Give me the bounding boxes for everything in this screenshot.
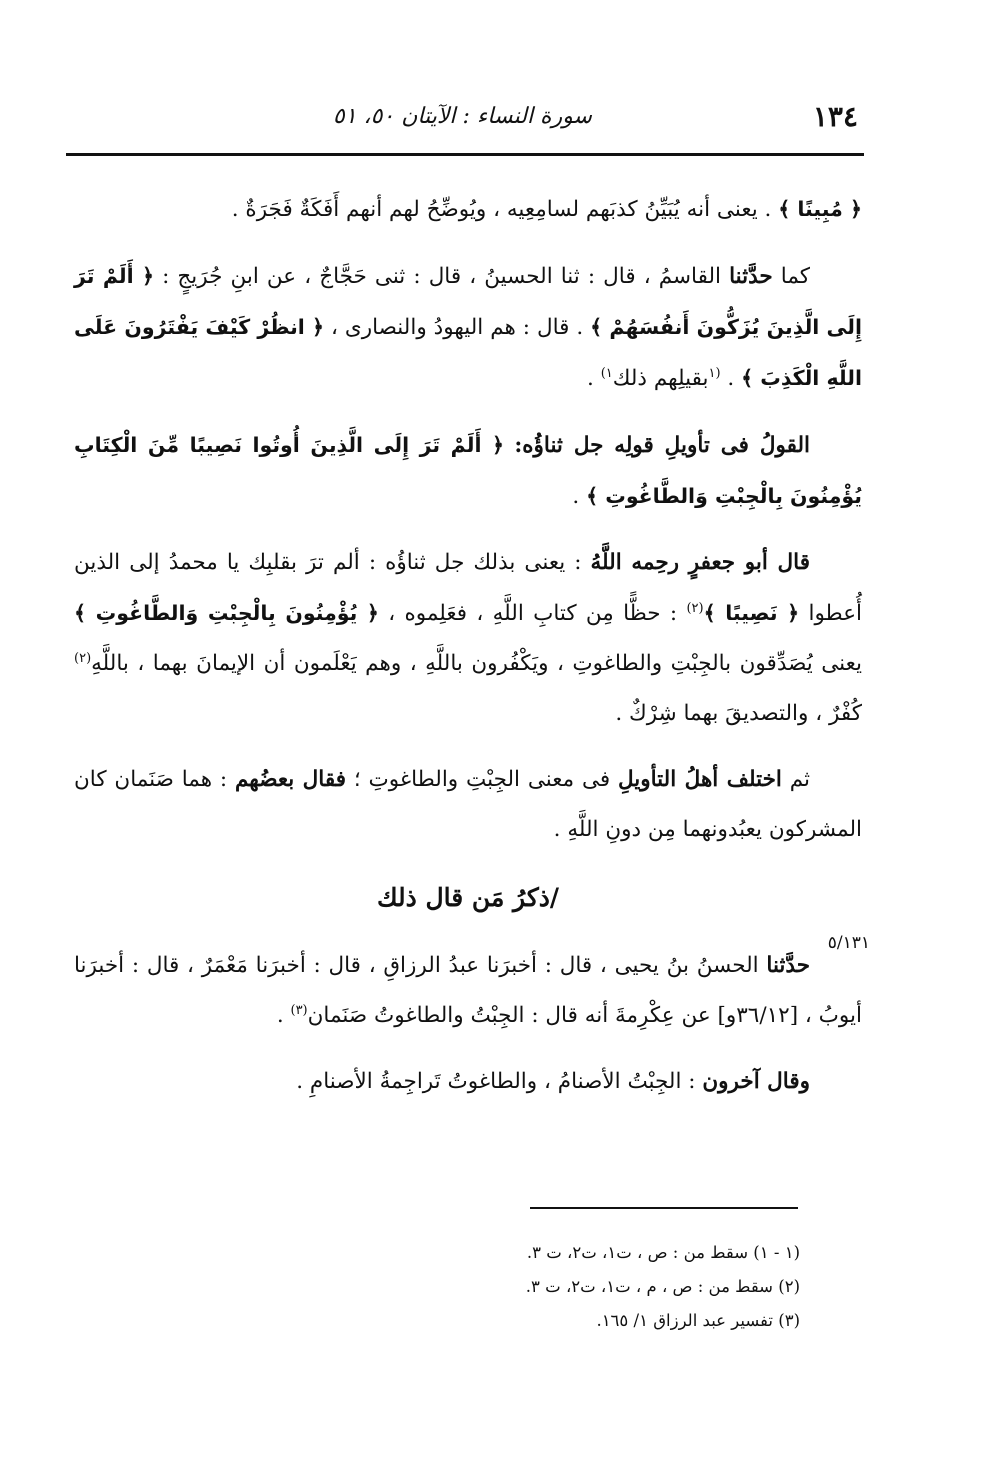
text-run: . (572, 484, 587, 509)
footnote-ref: (١ (708, 365, 721, 381)
text-run: كُفْرٌ ، والتصديقَ بهما شِرْكٌ . (615, 701, 862, 726)
text-run: . قال : هم اليهودُ والنصارى ، (324, 315, 591, 340)
footnote-ref: (٢) (686, 600, 704, 616)
text-run: . يعنى أنه يُبَيِّنُ كذبَهم لسامِعِيه ، ويُوضِّحُ لهم أنهم أَفَكَةٌ فَجَرَةٌ . (231, 197, 779, 222)
text-run: : يعنى بذلك جل ثناؤُه : ألم ترَ بقلبِك يا محمدُ إلى الذين أُعطوا (74, 550, 862, 626)
text-run: كما (772, 264, 810, 289)
footnote: (٣) تفسير عبد الرزاق ١/ ١٦٥. (596, 1311, 800, 1330)
text-run: ثم (781, 767, 810, 792)
text-run: فى معنى الجِبْتِ والطاغوتِ ؛ (346, 767, 618, 792)
bold-lead: حدَّثنا (766, 953, 810, 978)
text-run: الحسنُ بنُ يحيى ، قال : أخبرَنا عبدُ الرزاقِ ، قال : أخبرَنا مَعْمَرٌ ، قال : أخبرَنا أيوبُ ، [٣٦/١٢و] عن عِكْرِمةَ أنه قال : الجِبْتُ والطاغوتُ صَنَمان (74, 953, 862, 1028)
text-run: يعنى يُصَدِّقون بالجِبْتِ والطاغوتِ ، ويَكْفُرون باللَّهِ ، وهم يَعْلَمون أن الإيمانَ بهما ، باللَّهِ (91, 651, 862, 676)
quran-quote: ﴿ نَصِيبًا ﴾ (703, 601, 800, 625)
footnote-ref: (٢) (74, 650, 92, 666)
paragraphs-before (74, 184, 862, 855)
text-run (504, 433, 514, 458)
paragraph (74, 251, 862, 404)
text-run: : الجِبْتُ الأصنامُ ، والطاغوتُ تَراجِمةُ الأصنامِ . (296, 1069, 703, 1094)
section-heading: /ذكرُ مَن قال ذلك (376, 883, 560, 912)
page-number: ١٣٤ (812, 100, 858, 133)
text-run: . (720, 366, 742, 391)
footnote-ref: (٣) (290, 1002, 308, 1018)
bold-lead: اختلف أهلُ التأويلِ (617, 767, 782, 792)
paragraph (74, 755, 862, 855)
paragraph (74, 420, 862, 522)
footnote: (١ - ١) سقط من : ص ، ت١، ت٢، ت ٣. (526, 1243, 800, 1262)
text-run: بقيلِهم ذلك (612, 366, 709, 391)
footnote: (٢) سقط من : ص ، م ، ت١، ت٢، ت ٣. (525, 1277, 800, 1296)
bold-lead: وقال آخرون (702, 1069, 810, 1094)
text-run: : حظًّا مِن كتابِ اللَّهِ ، فعَلِموه ، (378, 601, 687, 626)
footnote-rule (530, 1207, 798, 1209)
quran-quote: ﴿ أَلَمْ تَرَ إِلَى الَّذِينَ يُزَكُّونَ أَنفُسَهُمْ ﴾ (74, 264, 862, 339)
quran-quote: ﴿ انظُرْ كَيْفَ يَفْتَرُونَ عَلَى اللَّهِ الْكَذِبَ ﴾ (74, 315, 862, 390)
text-run: . (587, 366, 601, 391)
running-title: سورة النساء : الآيتان ٥٠، ٥١ (332, 104, 592, 129)
bold-lead: فقال بعضُهم (234, 767, 346, 792)
bold-lead: حدَّثنا (729, 264, 773, 289)
text-run: القاسمُ ، قال : ثنا الحسينُ ، قال : ثنى حَجَّاجٌ ، عن ابنِ جُرَيجٍ : (154, 264, 730, 289)
bold-lead: قال أبو جعفرٍ رحِمه اللَّهُ (590, 550, 811, 575)
page-header (68, 98, 864, 148)
footnote-ref: ١) (600, 365, 613, 381)
quran-quote: ﴿ يُؤْمِنُونَ بِالْجِبْتِ وَالطَّاغُوتِ ﴾ (74, 601, 379, 625)
paragraphs-after (74, 941, 862, 1107)
paragraph (74, 941, 862, 1041)
text-run: . (276, 1003, 291, 1028)
paragraph (74, 184, 862, 235)
body-text (74, 184, 862, 1123)
header-rule (66, 153, 864, 156)
margin-note: ٥/١٣١ (827, 933, 870, 953)
paragraph (74, 538, 862, 739)
footnotes (300, 1236, 800, 1338)
quran-quote: ﴿ مُبِينًا ﴾ (778, 197, 862, 221)
paragraph (74, 1057, 862, 1107)
text-run: : هما صَنَمان كان المشركون يعبُدونهما مِن دونِ اللَّهِ . (74, 767, 862, 842)
bold-lead: القولُ فى تأويلِ قولِه جل ثناؤُه: (514, 433, 810, 458)
quran-quote: ﴿ أَلَمْ تَرَ إِلَى الَّذِينَ أُوتُوا نَصِيبًا مِّنَ الْكِتَابِ يُؤْمِنُونَ بِالْجِبْتِ وَالطَّاغُوتِ ﴾ (74, 433, 862, 508)
